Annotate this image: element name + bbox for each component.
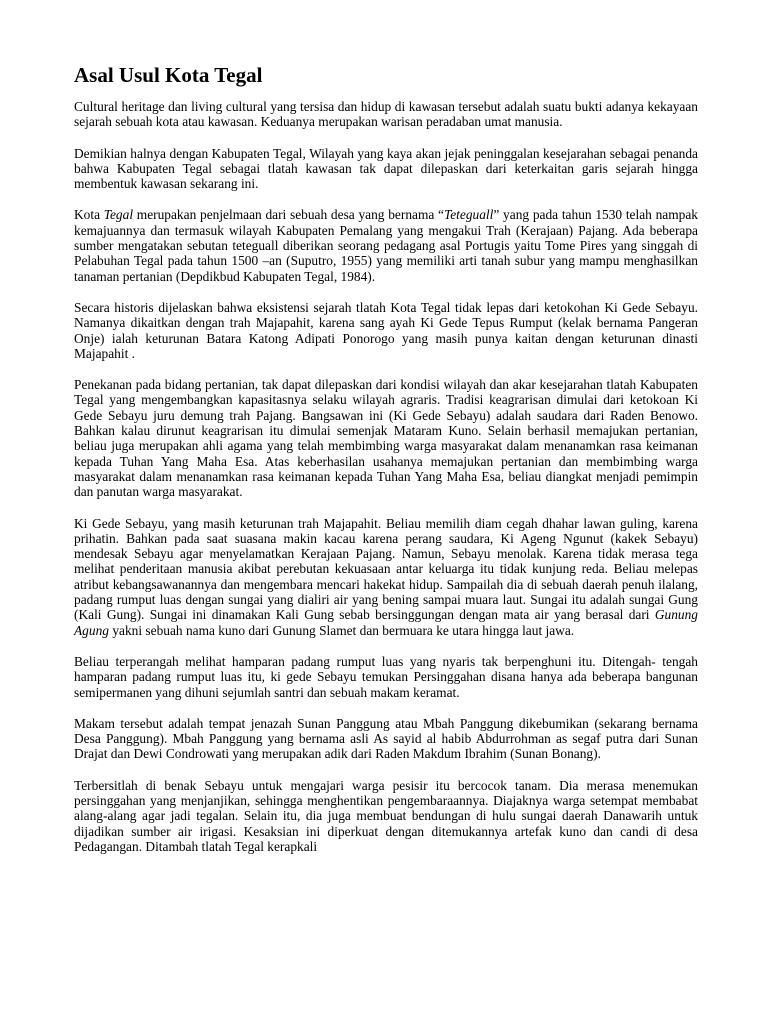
paragraph-text: Beliau terperangah melihat hamparan padang rumput luas yang nyaris tak berpenghuni itu. Ditengah- tengah hamparan padang rumput luas itu, ki gede Sebayu temukan Persinggahan disana hanya ada beberapa bangunan semipermanen yang dihuni sejumlah santri dan sebuah makam keramat. (74, 653, 698, 700)
italic-term: Tegal (103, 207, 134, 223)
italic-term: Gunung Agung (74, 607, 698, 638)
paragraph-p2 (74, 146, 698, 192)
paragraph-text: merupakan penjelmaan dari sebuah desa yang bernama “ (133, 207, 445, 223)
paragraph-p5 (74, 377, 698, 499)
paragraph-text: Terbersitlah di benak Sebayu untuk mengajari warga pesisir itu bercocok tanam. Dia merasa menemukan persinggahan yang menjanjikan, sehingga menghentikan pengembaraannya. Diajaknya warga setempat membabat alang-alang agar jadi tegalan. Selain itu, dia juga membuat bendungan di hulu sungai daerah Danawarih untuk dijadikan sumber air irigasi. Kesaksian ini diperkuat dengan ditemukannya artefak kuno dan candi di desa Pedagangan. Ditambah tlatah Tegal kerapkali (74, 777, 698, 854)
paragraph-p1 (74, 99, 698, 130)
document-page (74, 62, 698, 854)
paragraph-text: Secara historis dijelaskan bahwa eksistensi sejarah tlatah Kota Tegal tidak lepas dari ketokohan Ki Gede Sebayu. Namanya dikaitkan dengan trah Majapahit, karena sang ayah Ki Gede Tepus Rumput (kelak bernama Pangeran Onje) ialah keturunan Batara Katong Adipati Ponorogo yang masih punya kaitan dengan keturunan dinasti Majapahit . (74, 299, 698, 361)
paragraph-text: Kota (74, 207, 104, 223)
paragraph-text: yakni sebuah nama kuno dari Gunung Slamet dan bermuara ke utara hingga laut jawa. (108, 622, 575, 638)
paragraph-p6 (74, 516, 698, 638)
paragraph-text: Demikian halnya dengan Kabupaten Tegal, Wilayah yang kaya akan jejak peninggalan kesejarahan sebagai penanda bahwa Kabupaten Tegal sebagai tlatah kawasan tak dapat dilepaskan dari keterkaitan garis sejarah hingga membentuk kawasan sekarang ini. (74, 145, 698, 192)
paragraph-text: Makam tersebut adalah tempat jenazah Sunan Panggung atau Mbah Panggung dikebumikan (sekarang bernama Desa Panggung). Mbah Panggung yang bernama asli As sayid al habib Abdurrohman as segaf putra dari Sunan Drajat dan Dewi Condrowati yang merupakan adik dari Raden Makdum Ibrahim (Sunan Bonang). (74, 715, 698, 762)
document-title: Asal Usul Kota Tegal (74, 63, 263, 87)
paragraph-text: Ki Gede Sebayu, yang masih keturunan trah Majapahit. Beliau memilih diam cegah dhahar lawan guling, karena prihatin. Bahkan pada saat suasana makin kacau karena perang saudara, Ki Ageng Ngunut (kakek Sebayu) mendesak Sebayu agar menyelamatkan Kerajaan Pajang. Namun, Sebayu menolak. Karena tidak merasa tega melihat penderitaan manusia akibat perebutan kekuasaan antar keluarga itu tidak kunjung reda. Beliau melepas atribut kebangsawanannya dan mengembara mencari hakekat hidup. Sampailah dia di sebuah daerah penuh ilalang, padang rumput luas dengan sungai yang dialiri air yang bening sampai muara laut. Sungai itu adalah sungai Gung (Kali Gung). Sungai ini dinamakan Kali Gung sebab bersinggungan dengan mata air yang berasal dari (74, 515, 698, 623)
paragraph-p8 (74, 716, 698, 762)
italic-term: Teteguall (444, 207, 494, 223)
paragraph-p3 (74, 207, 698, 283)
paragraph-p7 (74, 654, 698, 700)
paragraph-text: Cultural heritage dan living cultural yang tersisa dan hidup di kawasan tersebut adalah suatu bukti adanya kekayaan sejarah sebuah kota atau kawasan. Keduanya merupakan warisan peradaban umat manusia. (74, 99, 698, 130)
paragraph-text: Penekanan pada bidang pertanian, tak dapat dilepaskan dari kondisi wilayah dan akar kesejarahan tlatah Kabupaten Tegal yang mengembangkan kapasitasnya selaku wilayah agraris. Tradisi keagrarisan dimulai dari ketokoan Ki Gede Sebayu juru demung trah Pajang. Bangsawan ini (Ki Gede Sebayu) adalah saudara dari Raden Benowo. Bahkan kalau dirunut keagrarisan itu dimulai semenjak Mataram Kuno. Selain berhasil memajukan pertanian, beliau juga merupakan ahli agama yang telah membimbing warga masyarakat dalam menanamkan rasa keimanan kepada Tuhan Yang Maha Esa. Atas keberhasilan usahanya memajukan pertanian dan membimbing warga masyarakat dalam menanamkan rasa keimanan kepada Tuhan Yang Maha Esa, beliau diangkat menjadi pemimpin dan panutan warga masyarakat. (74, 377, 698, 500)
paragraph-p9 (74, 778, 698, 854)
paragraph-p4 (74, 300, 698, 361)
paragraph-text: ” yang pada tahun 1530 telah nampak kemajuannya dan termasuk wilayah Kabupaten Pemalang yang mengakui Trah (Kerajaan) Pajang. Ada beberapa sumber mengatakan sebutan teteguall diberikan seorang pedagang asal Portugis yaitu Tome Pires yang singgah di Pelabuhan Tegal pada tahun 1500 –an (Suputro, 1955) yang memiliki arti tanah subur yang mampu menghasilkan tanaman pertanian (Depdikbud Kabupaten Tegal, 1984). (74, 207, 698, 284)
document-body (74, 99, 698, 854)
